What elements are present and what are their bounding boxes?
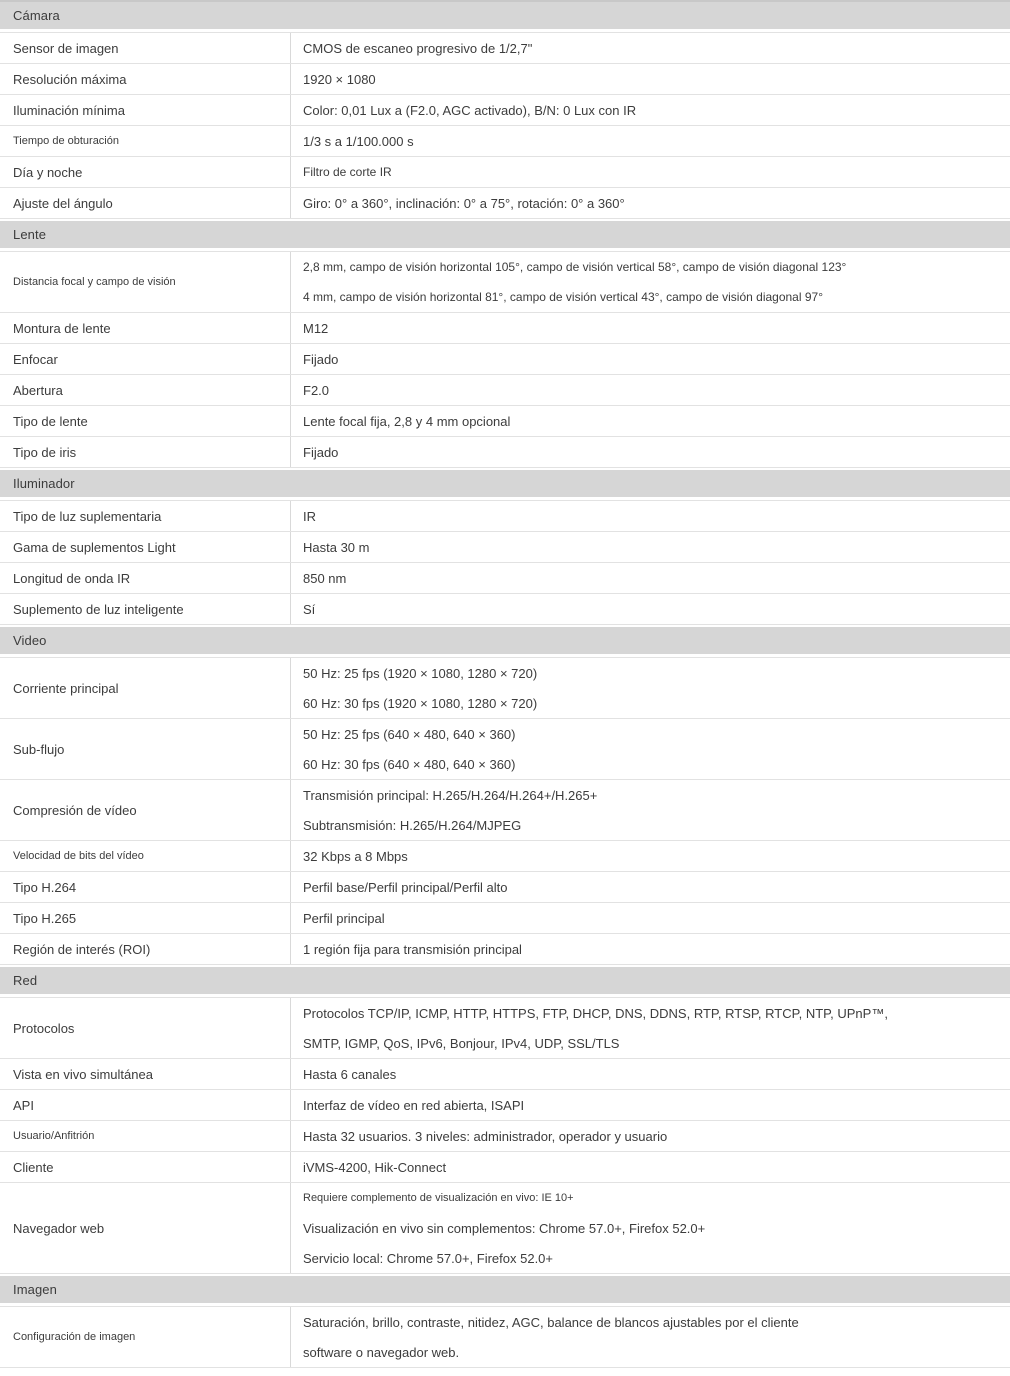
spec-label: Distancia focal y campo de visión: [0, 252, 291, 312]
spec-label: Tipo H.265: [0, 903, 291, 933]
spec-value-line: 1/3 s a 1/100.000 s: [303, 133, 414, 149]
spec-value-line: 850 nm: [303, 570, 347, 586]
spec-row: [0, 375, 1010, 406]
spec-value-line: Protocolos TCP/IP, ICMP, HTTP, HTTPS, FTP, DHCP, DNS, DDNS, RTP, RTSP, RTCP, NTP, UPnP™,: [303, 1005, 888, 1021]
spec-value-line: Requiere complemento de visualización en vivo: IE 10+: [303, 1192, 574, 1204]
spec-value: [291, 33, 1010, 63]
spec-value: [291, 1059, 1010, 1089]
rows-group: [0, 997, 1010, 1274]
spec-label: Montura de lente: [0, 313, 291, 343]
section-title: Video: [13, 633, 47, 648]
spec-label: Configuración de imagen: [0, 1307, 291, 1367]
spec-value: [291, 780, 1010, 840]
spec-label: Usuario/Anfitrión: [0, 1121, 291, 1151]
spec-value-line: Color: 0,01 Lux a (F2.0, AGC activado), B/N: 0 Lux con IR: [303, 102, 637, 118]
spec-value-line: Hasta 6 canales: [303, 1066, 397, 1082]
spec-label: Sensor de imagen: [0, 33, 291, 63]
spec-label: Región de interés (ROI): [0, 934, 291, 964]
spec-label: Enfocar: [0, 344, 291, 374]
spec-label: Cliente: [0, 1152, 291, 1182]
spec-label: Protocolos: [0, 998, 291, 1058]
spec-value-line: Hasta 32 usuarios. 3 niveles: administrador, operador y usuario: [303, 1128, 668, 1144]
rows-group: [0, 251, 1010, 468]
spec-value: [291, 872, 1010, 902]
spec-value-line: 50 Hz: 25 fps (1920 × 1080, 1280 × 720): [303, 665, 538, 681]
spec-row: [0, 33, 1010, 64]
spec-value-line: Saturación, brillo, contraste, nitidez, AGC, balance de blancos ajustables por el cliente: [303, 1314, 799, 1330]
spec-value-line: Fijado: [303, 444, 339, 460]
spec-value-line: Giro: 0° a 360°, inclinación: 0° a 75°, rotación: 0° a 360°: [303, 195, 625, 211]
spec-label: Corriente principal: [0, 658, 291, 718]
spec-value-line: Visualización en vivo sin complementos: Chrome 57.0+, Firefox 52.0+: [303, 1220, 706, 1236]
spec-row: [0, 1121, 1010, 1152]
section-title: Lente: [13, 227, 47, 242]
spec-row: [0, 95, 1010, 126]
spec-row: [0, 719, 1010, 780]
spec-row: [0, 406, 1010, 437]
spec-row: [0, 501, 1010, 532]
spec-value-line: Fijado: [303, 351, 339, 367]
spec-value-line: Hasta 30 m: [303, 539, 370, 555]
spec-value: [291, 437, 1010, 467]
section-header: [0, 221, 1010, 248]
spec-label: Suplemento de luz inteligente: [0, 594, 291, 624]
spec-value-line: 1920 × 1080: [303, 71, 376, 87]
spec-value-line: SMTP, IGMP, QoS, IPv6, Bonjour, IPv4, UDP, SSL/TLS: [303, 1035, 620, 1051]
spec-value: [291, 1183, 1010, 1273]
spec-row: [0, 126, 1010, 157]
rows-group: [0, 1306, 1010, 1368]
spec-label: Sub-flujo: [0, 719, 291, 779]
spec-row: [0, 903, 1010, 934]
spec-value-line: software o navegador web.: [303, 1344, 460, 1360]
spec-value-line: 32 Kbps a 8 Mbps: [303, 848, 408, 864]
spec-label: Longitud de onda IR: [0, 563, 291, 593]
spec-value: [291, 719, 1010, 779]
spec-label: Iluminación mínima: [0, 95, 291, 125]
spec-section: [0, 470, 1010, 625]
section-title: Iluminador: [13, 476, 75, 491]
section-header: [0, 967, 1010, 994]
spec-value-line: Perfil principal: [303, 910, 385, 926]
spec-value: [291, 313, 1010, 343]
spec-label: Gama de suplementos Light: [0, 532, 291, 562]
spec-value: [291, 375, 1010, 405]
spec-row: [0, 157, 1010, 188]
spec-value-line: 60 Hz: 30 fps (1920 × 1080, 1280 × 720): [303, 695, 538, 711]
spec-value: [291, 1307, 1010, 1367]
spec-value-line: Subtransmisión: H.265/H.264/MJPEG: [303, 817, 522, 833]
spec-label: Tiempo de obturación: [0, 126, 291, 156]
spec-value-line: 4 mm, campo de visión horizontal 81°, campo de visión vertical 43°, campo de visión diagonal 97°: [303, 290, 824, 304]
rows-group: [0, 657, 1010, 965]
spec-value-line: Interfaz de vídeo en red abierta, ISAPI: [303, 1097, 525, 1113]
section-header: [0, 2, 1010, 29]
spec-row: [0, 1152, 1010, 1183]
spec-label: Tipo H.264: [0, 872, 291, 902]
rows-group: [0, 500, 1010, 625]
spec-row: [0, 1090, 1010, 1121]
spec-value: [291, 157, 1010, 187]
spec-label: Resolución máxima: [0, 64, 291, 94]
spec-section: [0, 221, 1010, 468]
spec-row: [0, 64, 1010, 95]
spec-row: [0, 780, 1010, 841]
spec-label: Tipo de lente: [0, 406, 291, 436]
spec-value-line: F2.0: [303, 382, 330, 398]
spec-value-line: 2,8 mm, campo de visión horizontal 105°, campo de visión vertical 58°, campo de visión diagonal 123°: [303, 260, 847, 274]
spec-value: [291, 532, 1010, 562]
spec-value-line: Lente focal fija, 2,8 y 4 mm opcional: [303, 413, 511, 429]
spec-section: [0, 627, 1010, 965]
spec-label: Navegador web: [0, 1183, 291, 1273]
spec-value-line: CMOS de escaneo progresivo de 1/2,7": [303, 40, 533, 56]
spec-row: [0, 934, 1010, 965]
spec-value: [291, 1152, 1010, 1182]
spec-value: [291, 903, 1010, 933]
spec-label: Velocidad de bits del vídeo: [0, 841, 291, 871]
spec-label: Abertura: [0, 375, 291, 405]
spec-section: [0, 1276, 1010, 1368]
spec-value: [291, 126, 1010, 156]
spec-row: [0, 532, 1010, 563]
section-header: [0, 470, 1010, 497]
spec-value: [291, 1121, 1010, 1151]
spec-section: [0, 967, 1010, 1274]
section-title: Red: [13, 973, 38, 988]
section-header: [0, 627, 1010, 654]
spec-label: Ajuste del ángulo: [0, 188, 291, 218]
spec-row: [0, 594, 1010, 625]
spec-value: [291, 501, 1010, 531]
spec-row: [0, 998, 1010, 1059]
spec-value: [291, 841, 1010, 871]
spec-value: [291, 252, 1010, 312]
spec-value-line: 1 región fija para transmisión principal: [303, 941, 522, 957]
spec-label: Compresión de vídeo: [0, 780, 291, 840]
spec-value: [291, 594, 1010, 624]
spec-value-line: iVMS-4200, Hik-Connect: [303, 1159, 447, 1175]
spec-value-line: Sí: [303, 601, 316, 617]
spec-row: [0, 252, 1010, 313]
spec-row: [0, 658, 1010, 719]
spec-value: [291, 934, 1010, 964]
spec-label: Tipo de luz suplementaria: [0, 501, 291, 531]
spec-value-line: Filtro de corte IR: [303, 165, 392, 179]
spec-row: [0, 563, 1010, 594]
spec-value: [291, 563, 1010, 593]
spec-value: [291, 344, 1010, 374]
section-title: Cámara: [13, 8, 60, 23]
section-title: Imagen: [13, 1282, 57, 1297]
spec-value-line: 50 Hz: 25 fps (640 × 480, 640 × 360): [303, 726, 516, 742]
spec-value: [291, 64, 1010, 94]
spec-row: [0, 437, 1010, 468]
spec-label: Vista en vivo simultánea: [0, 1059, 291, 1089]
spec-label: Día y noche: [0, 157, 291, 187]
section-header: [0, 1276, 1010, 1303]
spec-row: [0, 872, 1010, 903]
spec-row: [0, 841, 1010, 872]
spec-value: [291, 998, 1010, 1058]
spec-value-line: IR: [303, 508, 316, 524]
spec-value-line: Servicio local: Chrome 57.0+, Firefox 52.0+: [303, 1250, 554, 1266]
spec-value: [291, 95, 1010, 125]
spec-value: [291, 658, 1010, 718]
spec-row: [0, 1307, 1010, 1368]
spec-value-line: 60 Hz: 30 fps (640 × 480, 640 × 360): [303, 756, 516, 772]
spec-value: [291, 1090, 1010, 1120]
spec-value-line: Transmisión principal: H.265/H.264/H.264+/H.265+: [303, 787, 598, 803]
spec-row: [0, 344, 1010, 375]
spec-label: API: [0, 1090, 291, 1120]
spec-row: [0, 313, 1010, 344]
spec-row: [0, 1059, 1010, 1090]
spec-value-line: Perfil base/Perfil principal/Perfil alto: [303, 879, 508, 895]
spec-value-line: M12: [303, 320, 329, 336]
spec-row: [0, 188, 1010, 219]
spec-value: [291, 188, 1010, 218]
spec-value: [291, 406, 1010, 436]
spec-section: [0, 2, 1010, 219]
spec-label: Tipo de iris: [0, 437, 291, 467]
rows-group: [0, 32, 1010, 219]
spec-row: [0, 1183, 1010, 1274]
